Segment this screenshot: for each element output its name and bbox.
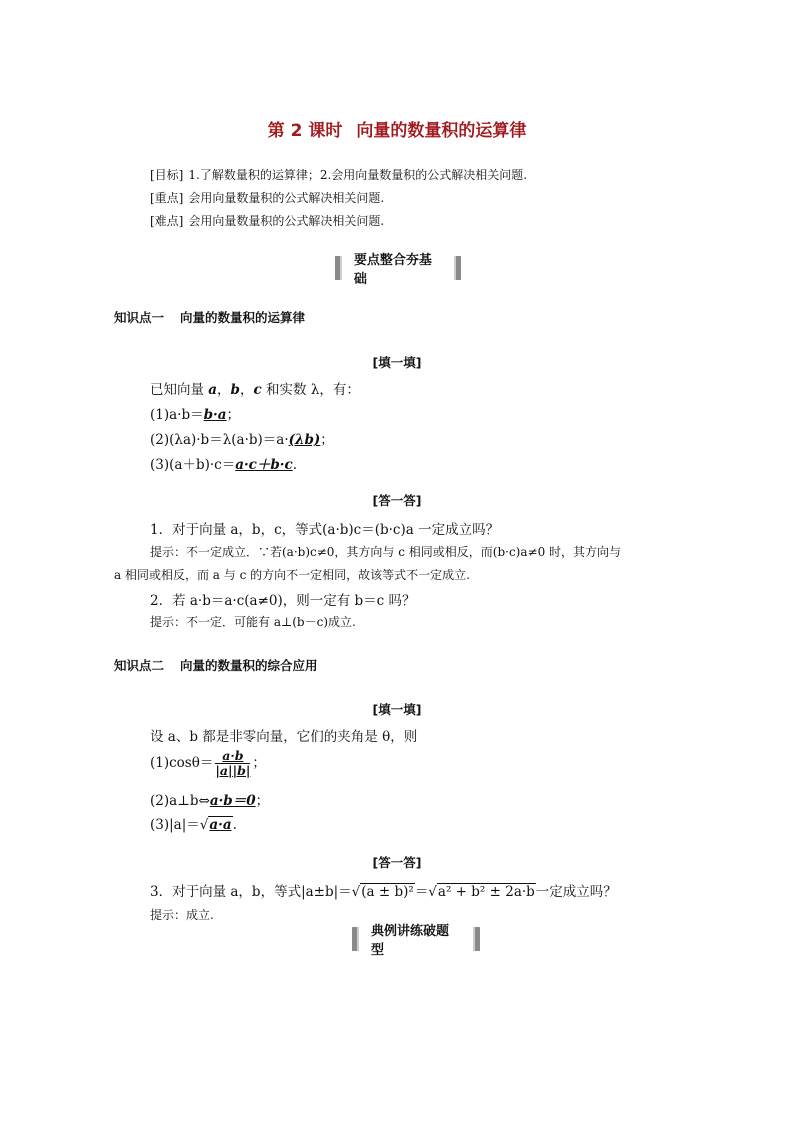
answer-blank: a·a — [209, 817, 232, 833]
objective-goal: [目标] 1.了解数量积的运算律；2.会用向量数量积的公式解决相关问题. — [150, 168, 528, 182]
banner-bar-left — [352, 927, 359, 951]
fill2-formula-3: (3)|a|＝√a·a. — [150, 817, 237, 833]
objective-hard: [难点] 会用向量数量积的公式解决相关问题. — [150, 214, 385, 228]
hint-3: 提示：成立. — [150, 908, 214, 922]
knowledge-point-1-heading: 知识点一 向量的数量积的运算律 — [114, 310, 306, 325]
page-title — [0, 116, 794, 141]
cos-fraction: $\frac{a\cdot b}{|a||b|}$ — [215, 748, 251, 778]
answer-blank: a·b＝0 — [209, 793, 256, 809]
fill-in-heading-2: [填一填] — [372, 702, 422, 717]
question-3: 3．对于向量 a，b，等式|a±b|＝√(a ± b)²＝√a² + b² ± 2a·b一定成立吗？ — [150, 884, 617, 900]
answer-blank: (λb) — [288, 432, 321, 448]
answer-blank: a·c＋b·c — [235, 457, 293, 473]
lesson-label: 第 2 课时 — [267, 121, 343, 141]
question-1: 1．对于向量 a，b，c，等式(a·b)c＝(b·c)a 一定成立吗？ — [150, 522, 500, 538]
fill1-law-3: (3)(a＋b)·c＝a·c＋b·c. — [150, 457, 298, 473]
qa-heading-2: [答一答] — [372, 855, 422, 870]
hint-1-line-2: a 相同或相反，而 a 与 c 的方向不一定相同，故该等式不一定成立. — [114, 568, 470, 582]
fill1-intro: 已知向量 a，b，c 和实数 λ，有： — [150, 382, 360, 398]
fill2-formula-2: (2)a⊥b⇔a·b＝0； — [150, 793, 270, 809]
answer-blank: b·a — [203, 407, 227, 423]
banner-bar-right — [454, 256, 461, 280]
objective-key: [重点] 会用向量数量积的公式解决相关问题. — [150, 191, 385, 205]
banner-bar-right — [473, 927, 480, 951]
fill2-formula-1: (1)cosθ＝ $\frac{a\cdot b}{|a||b|}$ ； — [150, 748, 266, 778]
fill1-law-2: (2)(λa)·b＝λ(a·b)＝a·(λb)； — [150, 432, 334, 448]
banner-bar-left — [335, 256, 342, 280]
fill-in-heading-1: [填一填] — [372, 355, 422, 370]
qa-heading-1: [答一答] — [372, 493, 422, 508]
section-banner-examples: 典例讲练破题型 — [352, 927, 480, 951]
knowledge-point-2-heading: 知识点二 向量的数量积的综合应用 — [114, 658, 318, 673]
fill2-intro: 设 a、b 都是非零向量，它们的夹角是 θ，则 — [150, 729, 418, 745]
fill1-law-1: (1)a·b＝b·a； — [150, 407, 240, 423]
section-banner-basics: 要点整合夯基础 — [335, 256, 461, 280]
question-2: 2．若 a·b＝a·c(a≠0)，则一定有 b＝c 吗？ — [150, 593, 416, 609]
hint-1-line-1: 提示：不一定成立．∵若(a·b)c≠0，其方向与 c 相同或相反，而(b·c)a≠0 时，其方向与 — [150, 545, 622, 559]
lesson-topic: 向量的数量积的运算律 — [356, 121, 527, 141]
hint-2: 提示：不一定．可能有 a⊥(b－c)成立. — [150, 615, 356, 629]
